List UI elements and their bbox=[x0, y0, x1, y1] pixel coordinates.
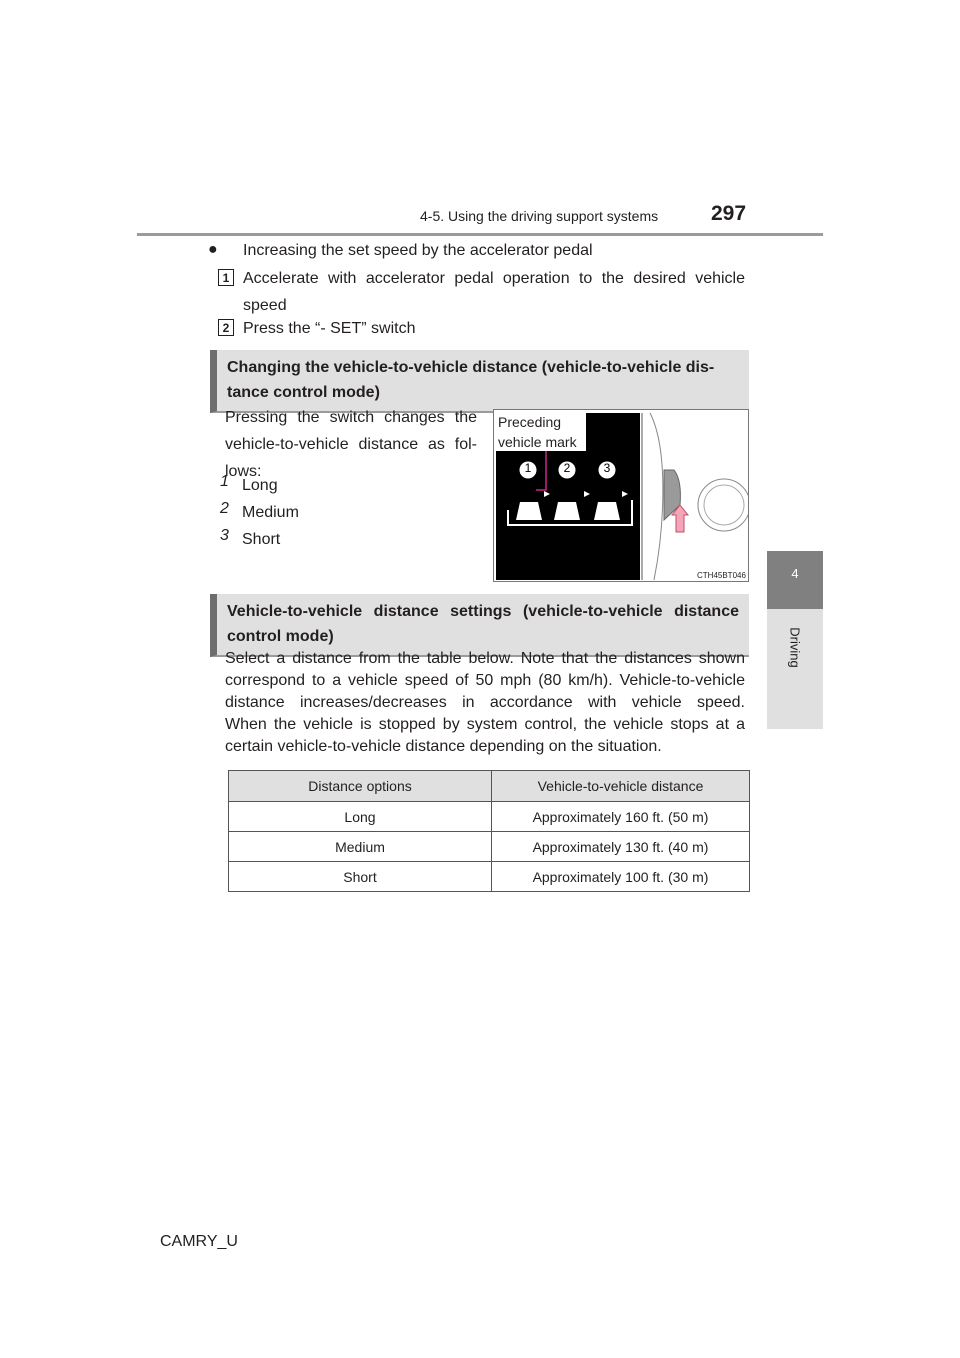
intro-line: vehicle-to-vehicle distance as fol- bbox=[225, 436, 477, 453]
table-cell: Medium bbox=[229, 832, 492, 862]
bullet-icon: ● bbox=[208, 241, 218, 258]
page-number: 297 bbox=[711, 202, 747, 225]
paragraph-line: correspond to a vehicle speed of 50 mph (80 km/h). Vehicle-to-vehicle bbox=[225, 672, 745, 689]
column-header: Distance options bbox=[229, 771, 492, 802]
paragraph-line: certain vehicle-to-vehicle distance depending on the situation. bbox=[225, 738, 662, 755]
intro-line: lows: bbox=[225, 463, 262, 480]
table-row bbox=[229, 802, 750, 832]
option-label: Long bbox=[242, 477, 278, 494]
table-cell: Long bbox=[229, 802, 492, 832]
callout-line: Preceding bbox=[498, 414, 562, 430]
chapter-tab-number: 4 bbox=[791, 566, 799, 581]
table-cell: Approximately 130 ft. (40 m) bbox=[492, 832, 750, 862]
section-heading-line: tance control mode) bbox=[227, 384, 380, 401]
step-number: 1 bbox=[218, 269, 234, 286]
table-cell: Short bbox=[229, 862, 492, 892]
increase-speed-heading: Increasing the set speed by the accelerator pedal bbox=[243, 242, 593, 259]
header-rule bbox=[137, 233, 823, 236]
intro-line: Pressing the switch changes the bbox=[225, 409, 477, 426]
table-row bbox=[229, 862, 750, 892]
marker-3-label: 3 bbox=[603, 461, 611, 475]
model-code: CAMRY_U bbox=[160, 1233, 238, 1250]
running-header: 4-5. Using the driving support systems bbox=[420, 208, 659, 224]
callout-label bbox=[498, 412, 577, 452]
wheel-hub-inner bbox=[704, 485, 744, 525]
car-long-icon bbox=[516, 502, 542, 520]
section-heading-line: Vehicle-to-vehicle distance settings (vehicle-to-vehicle distance bbox=[227, 603, 739, 620]
table-row bbox=[229, 832, 750, 862]
table-header-row bbox=[229, 771, 750, 802]
distance-switch-figure bbox=[493, 409, 749, 582]
paragraph-line: Select a distance from the table below. Note that the distances shown bbox=[225, 650, 745, 667]
option-label: Medium bbox=[242, 504, 299, 521]
section-heading-line: Changing the vehicle-to-vehicle distance (vehicle-to-vehicle dis- bbox=[227, 359, 715, 376]
option-number: 2 bbox=[220, 500, 229, 517]
step-text: Press the “- SET” switch bbox=[243, 320, 416, 337]
table-cell: Approximately 100 ft. (30 m) bbox=[492, 862, 750, 892]
step-text: Accelerate with accelerator pedal operation to the desired vehicle speed bbox=[243, 270, 745, 314]
marker-1-label: 1 bbox=[524, 461, 532, 475]
paragraph-line: distance increases/decreases in accordance with vehicle speed. bbox=[225, 694, 745, 711]
wheel-hub bbox=[698, 479, 749, 531]
car-medium-icon bbox=[554, 502, 580, 520]
wheel-outline bbox=[650, 413, 663, 580]
chapter-tab-label: Driving bbox=[787, 627, 803, 668]
option-number: 3 bbox=[220, 527, 229, 544]
column-header: Vehicle-to-vehicle distance bbox=[492, 771, 750, 802]
option-number: 1 bbox=[220, 473, 229, 490]
option-label: Short bbox=[242, 531, 281, 548]
figure-code: CTH45BT046 bbox=[697, 571, 746, 580]
paragraph-line: When the vehicle is stopped by system control, the vehicle stops at a bbox=[225, 716, 745, 733]
car-short-icon bbox=[594, 502, 620, 520]
step-number: 2 bbox=[218, 319, 234, 336]
distance-table bbox=[228, 770, 750, 892]
table-cell: Approximately 160 ft. (50 m) bbox=[492, 802, 750, 832]
marker-2-label: 2 bbox=[563, 461, 571, 475]
settings-paragraph bbox=[225, 648, 745, 758]
callout-line: vehicle mark bbox=[498, 434, 577, 450]
section-heading-line: control mode) bbox=[227, 628, 334, 645]
